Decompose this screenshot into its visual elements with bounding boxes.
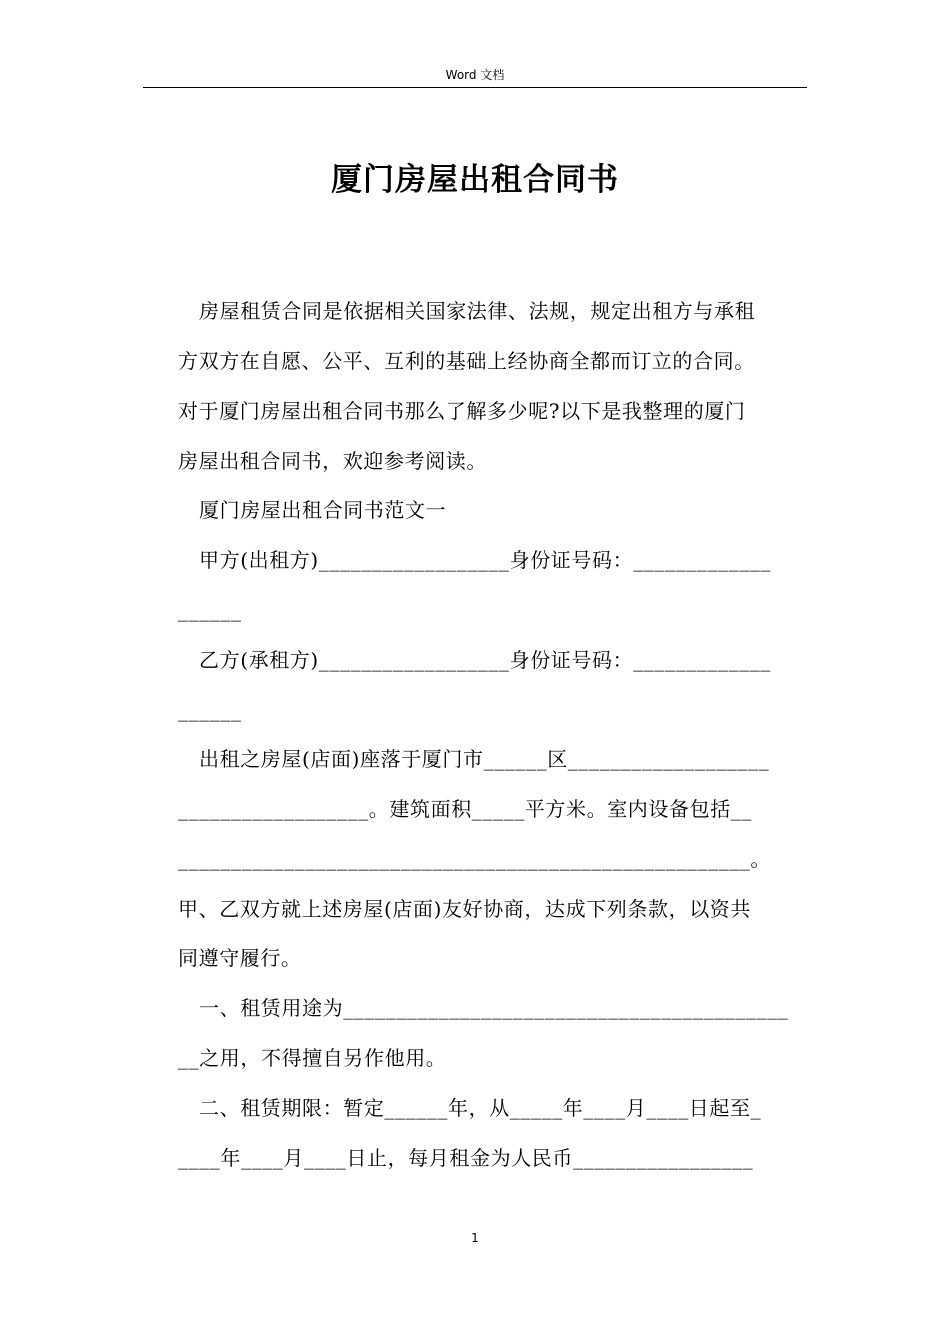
header-rule [143, 87, 807, 88]
page-header-label: Word 文档 [445, 68, 505, 82]
body-line: 二、租赁期限：暂定______年，从_____年____月____日起至_ [199, 1096, 762, 1120]
body-line: 同遵守履行。 [178, 946, 302, 970]
body-line: ______ [178, 698, 242, 722]
body-line: 甲、乙双方就上述房屋(店面)友好协商，达成下列条款，以资共 [178, 897, 752, 921]
body-line: 房屋出租合同书，欢迎参考阅读。 [178, 449, 487, 473]
body-line: 房屋租赁合同是依据相关国家法律、法规，规定出租方与承租 [199, 299, 756, 323]
body-line: ______________________________________________________。 [178, 847, 771, 871]
body-line: ____年____月____日止，每月租金为人民币_________________ [178, 1146, 754, 1170]
body-line: 出租之房屋(店面)座落于厦门市______区___________________ [199, 747, 770, 771]
section-heading: 厦门房屋出租合同书范文一 [199, 498, 447, 522]
body-line: __之用，不得擅自另作他用。 [178, 1046, 447, 1070]
body-line: 乙方(承租方)__________________身份证号码：_____________ [199, 648, 772, 672]
body-line: ______ [178, 598, 242, 622]
page-number: 1 [471, 1231, 479, 1245]
body-line: 对于厦门房屋出租合同书那么了解多少呢?以下是我整理的厦门 [178, 399, 746, 423]
body-line: 一、租赁用途为__________________________________________ [199, 996, 789, 1020]
body-line: __________________。建筑面积_____平方米。室内设备包括__ [178, 797, 752, 821]
body-line: 方双方在自愿、公平、互利的基础上经协商全都而订立的合同。 [178, 349, 755, 373]
body-line: 甲方(出租方)__________________身份证号码：_____________ [199, 548, 772, 572]
document-title: 厦门房屋出租合同书 [331, 162, 619, 198]
